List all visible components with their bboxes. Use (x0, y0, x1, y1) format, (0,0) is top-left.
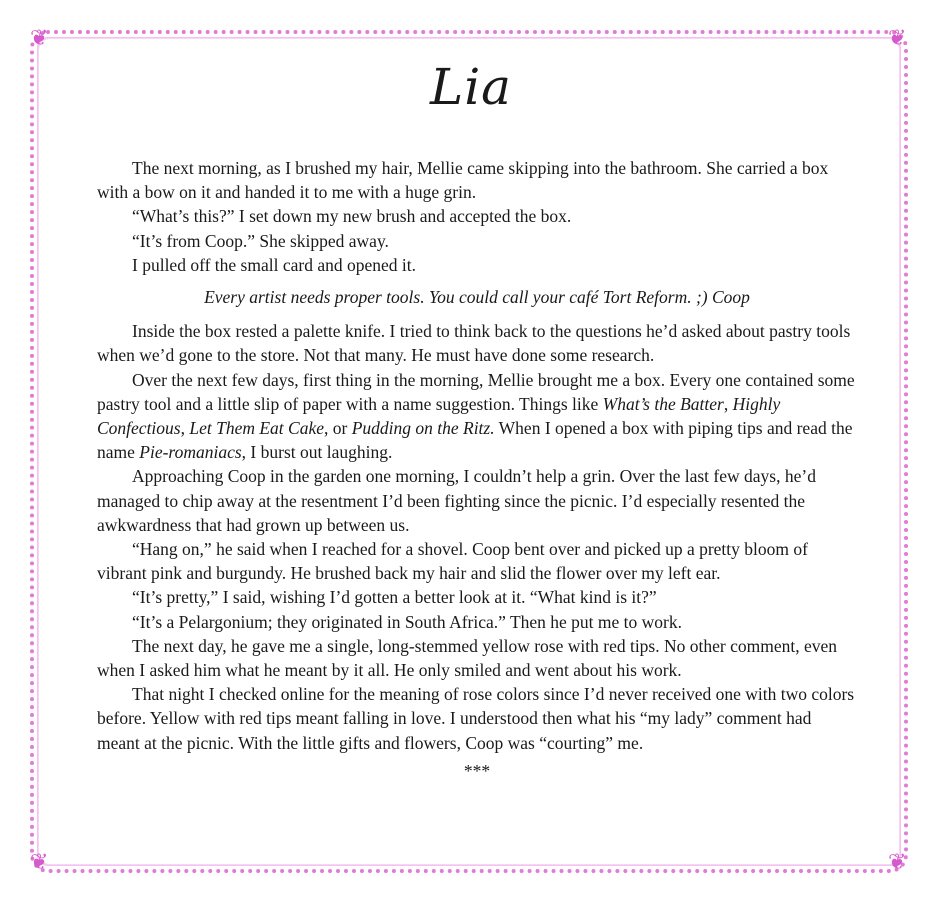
text-run: Over the next few days, first thing in the morning, Mellie brought me a box. Every one contained some pastry tool and a little slip of paper with a name suggestion. Things like (97, 369, 855, 414)
paragraph: “It’s a Pelargonium; they originated in South Africa.” Then he put me to work. (132, 611, 683, 632)
card-quote: Every artist needs proper tools. You could call your café Tort Reform. ;) Coop (204, 287, 750, 308)
paragraph (97, 368, 857, 465)
name-suggestion: Highly Confectious (97, 393, 781, 439)
text-run: , or (324, 418, 352, 439)
name-suggestion: Pie-romaniacs (139, 442, 242, 463)
text-run: , (723, 393, 733, 414)
corner-ornament-icon: ❦ (30, 850, 49, 875)
chapter-title: Lia (429, 58, 512, 116)
paragraph: “What’s this?” I set down my new brush and accepted the box. (132, 206, 572, 227)
paragraph: “Hang on,” he said when I reached for a shovel. Coop bent over and picked up a pretty bloom of vibrant pink and burgundy. He brushed back my hair and slid the flower over my left ear. (97, 539, 808, 584)
paragraph: “It’s pretty,” I said, wishing I’d gotten a better look at it. “What kind is it?” (132, 587, 657, 608)
name-suggestion: What’s the Batter (602, 393, 724, 414)
paragraph: The next morning, as I brushed my hair, Mellie came skipping into the bathroom. She carried a box with a bow on it and handed it to me with a huge grin. (97, 158, 829, 203)
text-run: , (180, 418, 190, 439)
paragraph: The next day, he gave me a single, long-stemmed yellow rose with red tips. No other comment, even when I asked him what he meant by it all. He only smiled and went about his work. (97, 635, 837, 681)
scene-separator: *** (463, 760, 491, 781)
name-suggestion: Let Them Eat Cake (189, 418, 324, 439)
chapter-body (97, 156, 857, 783)
paragraph: That night I checked online for the meaning of rose colors since I’d never received one with two colors before. Yellow with red tips meant falling in love. I understood then what his “my lady” comment had meant at the picnic. With the little gifts and flowers, Coop was “courting” me. (97, 684, 855, 753)
paragraph: I pulled off the small card and opened it. (132, 254, 416, 275)
paragraph: Approaching Coop in the garden one morning, I couldn’t help a grin. Over the last few days, he’d managed to chip away at the resentment I’d been fighting since the picnic. I’d especially resented the awkwardness that had grown up between us. (97, 466, 816, 535)
paragraph: Inside the box rested a palette knife. I tried to think back to the questions he’d asked about pastry tools when we’d gone to the store. Not that many. He must have done some research. (97, 321, 851, 366)
name-suggestion: Pudding on the Ritz. (351, 418, 495, 439)
corner-ornament-icon: ❦ (888, 850, 907, 875)
text-run: , I burst out laughing. (241, 442, 393, 463)
paragraph: “It’s from Coop.” She skipped away. (132, 230, 389, 251)
corner-ornament-icon: ❦ (888, 26, 907, 51)
corner-ornament-icon: ❦ (30, 26, 49, 51)
text-run: When I opened a box with piping tips and read the name (97, 418, 853, 463)
